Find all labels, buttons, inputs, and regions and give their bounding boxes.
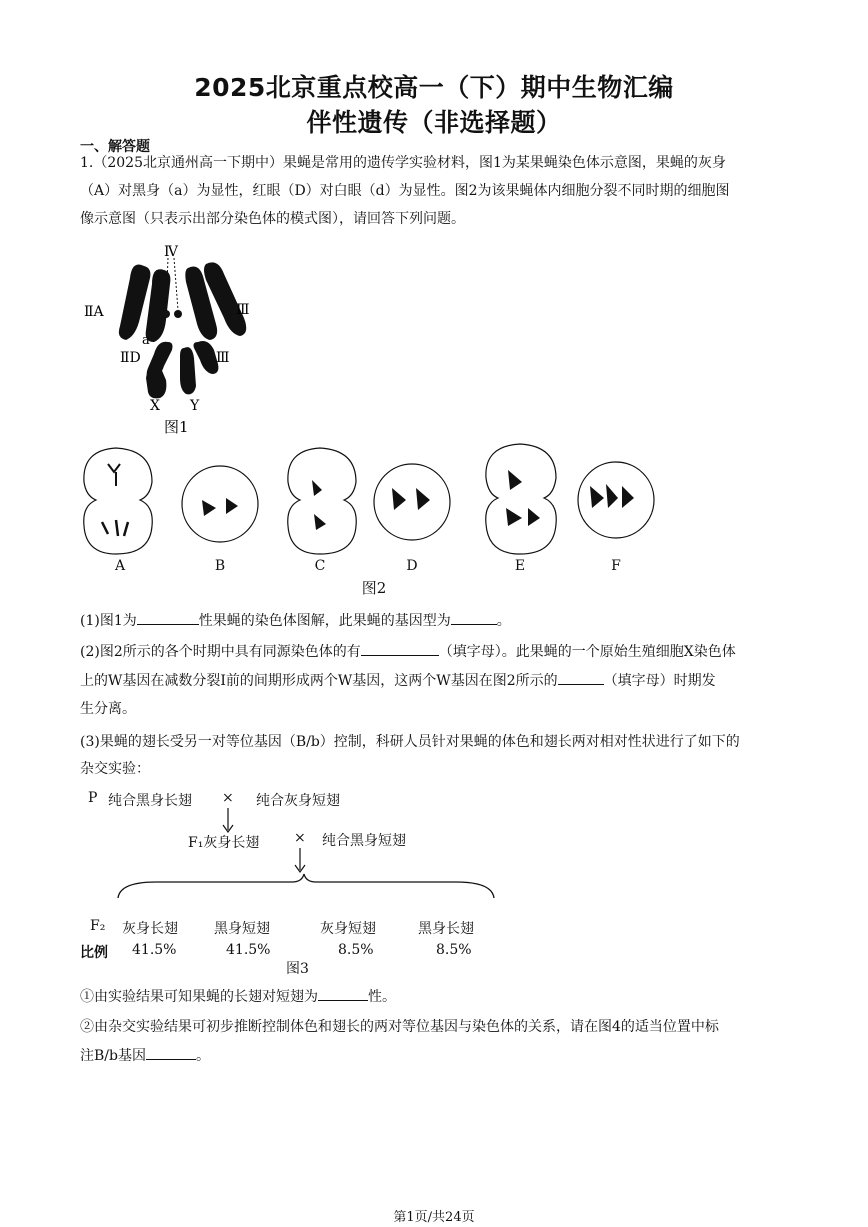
chromosome-iv-dot-right: [174, 310, 182, 318]
label-y: Y: [190, 398, 200, 414]
sub3-line2: 杂交实验：: [80, 761, 150, 777]
figure3-caption: 图3: [286, 961, 309, 977]
label-ii-a: ⅡA: [84, 304, 104, 320]
question-intro-line1: 1.（2025北京通州高一下期中）果蝇是常用的遗传学实验材料，图1为某果蝇染色体示意图，果蝇的灰身: [80, 155, 726, 171]
q3-2-line2: 注B/b基因 。: [80, 1045, 790, 1065]
fig3-ratio-2: 41.5%: [226, 942, 271, 958]
label-ii-d: ⅡD: [120, 350, 141, 366]
chromosome-ii-left-a: [119, 265, 151, 341]
label-iii-lower: Ⅲ: [216, 350, 230, 366]
cell-f: [578, 462, 654, 538]
fig3-arrow-2: [290, 848, 310, 874]
page-title: 2025北京重点校高一（下）期中生物汇编: [194, 73, 674, 102]
chromosome-y: [180, 347, 196, 394]
sub1-part-b: 性果蝇的染色体图解，此果蝇的基因型为: [198, 613, 451, 629]
figure2-cells: [76, 442, 666, 562]
section-title: 一、解答题: [80, 139, 150, 155]
fig3-cross-symbol-2: ×: [294, 830, 306, 846]
figure1-chromosomes: [80, 238, 280, 438]
cell-label-a: A: [114, 558, 126, 574]
answer-blank-genotype[interactable]: [451, 610, 497, 625]
sub1-part-a: (1)图1为: [80, 613, 137, 629]
fig3-brace: [116, 872, 496, 902]
fig3-p-parent1: 纯合黑身长翅: [108, 793, 192, 809]
cell-c: [288, 448, 357, 554]
cell-e: [486, 444, 557, 554]
fig3-arrow-1: [218, 808, 238, 834]
fig3-ratio-4: 8.5%: [436, 942, 472, 958]
fig3-ratio-label: 比例: [80, 945, 108, 961]
page-footer: 第1页/共24页: [393, 1210, 475, 1225]
cell-label-e: E: [514, 558, 526, 574]
sub1-line: [80, 610, 790, 630]
fig3-p-label: P: [88, 790, 98, 806]
sub1-part-c: 。: [496, 613, 511, 629]
sub2-line2: 上的W基因在减数分裂Ⅰ前的间期形成两个W基因，这两个W基因在图2所示的 （填字母）时期发: [80, 670, 790, 690]
sub2-line1: (2)图2所示的各个时期中具有同源染色体的有 （填字母）。此果蝇的一个原始生殖细胞X染色体: [80, 641, 790, 661]
figure1-caption: 图1: [164, 418, 189, 436]
answer-blank-separation[interactable]: [558, 670, 604, 685]
sub3-line1: (3)果蝇的翅长受另一对等位基因（B/b）控制，科研人员针对果蝇的体色和翅长两对相对性状进行了如下的: [80, 734, 740, 750]
fig3-phenotype-4: 黑身长翅: [418, 921, 474, 937]
label-a-lower: a: [142, 333, 150, 348]
answer-blank-dominance[interactable]: [318, 986, 368, 1001]
fig3-ratio-3: 8.5%: [338, 942, 374, 958]
q3-1-line: ①由实验结果可知果蝇的长翅对短翅为 性。: [80, 986, 790, 1006]
answer-blank-homologous[interactable]: [361, 641, 439, 656]
fig3-f1-partner: 纯合黑身短翅: [322, 833, 406, 849]
fig3-f1-label: F₁灰身长翅: [188, 835, 260, 851]
label-iv: Ⅳ: [164, 244, 178, 260]
fig3-phenotype-2: 黑身短翅: [214, 921, 270, 937]
fig3-phenotype-3: 灰身短翅: [320, 921, 376, 937]
cell-label-d: D: [406, 558, 418, 574]
cell-a: [84, 448, 153, 554]
cell-label-b: B: [214, 558, 226, 574]
answer-blank-sex[interactable]: [137, 610, 199, 625]
sub2-line3: 生分离。: [80, 701, 136, 717]
cell-b: [182, 466, 258, 542]
figure2-caption: 图2: [361, 579, 387, 597]
cell-d: [374, 464, 450, 540]
fig3-ratio-1: 41.5%: [132, 942, 177, 958]
fig3-p-parent2: 纯合灰身短翅: [256, 793, 340, 809]
answer-blank-bb-gene[interactable]: [146, 1045, 196, 1060]
label-x: X: [150, 398, 160, 414]
chromosome-iv-dot-left: [162, 310, 170, 318]
chromosome-x: [146, 366, 166, 399]
q3-2-line1: ②由杂交实验结果可初步推断控制体色和翅长的两对等位基因与染色体的关系，请在图4的适当位置中标: [80, 1019, 719, 1035]
fig3-cross-symbol-1: ×: [222, 790, 234, 806]
page-subtitle: 伴性遗传（非选择题）: [306, 108, 562, 137]
label-iii-upper: Ⅲ: [236, 302, 250, 318]
question-intro-line3: 像示意图（只表示出部分染色体的模式图），请回答下列问题。: [80, 211, 465, 227]
cell-label-f: F: [611, 558, 621, 574]
question-intro-line2: （A）对黑身（a）为显性，红眼（D）对白眼（d）为显性。图2为该果蝇体内细胞分裂不同时期的细胞图: [80, 183, 730, 199]
cell-label-c: C: [314, 558, 326, 574]
fig3-f2-label: F₂: [90, 918, 106, 934]
fig3-phenotype-1: 灰身长翅: [122, 921, 178, 937]
